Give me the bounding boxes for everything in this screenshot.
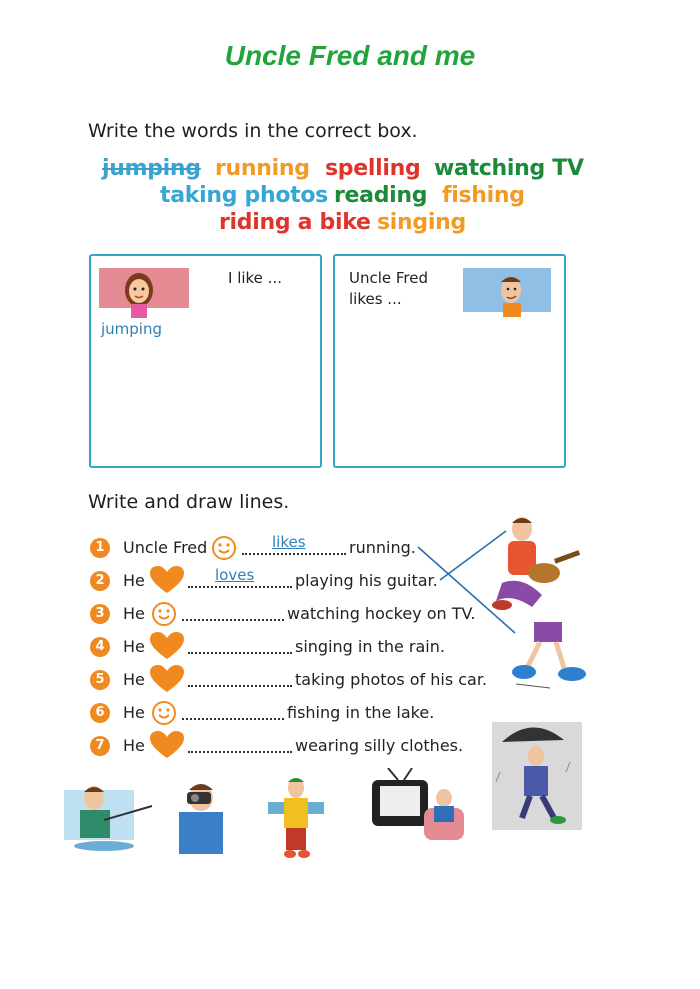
answer-blank[interactable] — [182, 718, 284, 720]
camera-picture[interactable] — [165, 778, 235, 858]
row-subject: He — [123, 571, 145, 590]
page-title: Uncle Fred and me — [224, 40, 476, 71]
row-number: 6 — [90, 703, 110, 723]
instruction-2: Write and draw lines. — [88, 491, 290, 513]
row-rest: taking photos of his car. — [295, 670, 488, 689]
word-running[interactable]: running — [215, 156, 310, 181]
box-right-label-line2: likes ... — [349, 290, 402, 308]
uncle-fred-icon — [463, 268, 551, 326]
smiley-icon — [151, 700, 177, 726]
singing-in-rain-picture[interactable] — [492, 722, 582, 830]
word-fishing[interactable]: fishing — [442, 183, 525, 208]
word-watching-tv[interactable]: watching TV — [434, 156, 584, 181]
smiley-icon — [211, 535, 237, 561]
row-subject: He — [123, 703, 145, 722]
row-number: 2 — [90, 571, 110, 591]
answer-blank[interactable] — [188, 586, 292, 588]
row-answer[interactable]: likes — [272, 533, 306, 551]
row-subject: He — [123, 604, 145, 623]
box-i-like[interactable] — [89, 254, 322, 468]
girl-portrait — [99, 268, 189, 308]
answer-blank[interactable] — [188, 751, 292, 753]
row-subject: Uncle Fred — [123, 538, 208, 557]
answer-blank[interactable] — [188, 652, 292, 654]
row-number: 1 — [90, 538, 110, 558]
uncle-portrait — [463, 268, 551, 312]
row-answer[interactable]: loves — [215, 566, 255, 584]
row-subject: He — [123, 736, 145, 755]
box-right-label-line1: Uncle Fred — [349, 269, 429, 287]
word-taking-photos[interactable]: taking photos — [160, 183, 328, 208]
row-rest: singing in the rain. — [295, 637, 445, 656]
heart-icon — [150, 632, 184, 660]
row-rest: running. — [349, 538, 416, 557]
tv-watching-picture[interactable] — [368, 768, 468, 848]
word-riding-a-bike[interactable]: riding a bike — [219, 210, 371, 235]
instruction-1: Write the words in the correct box. — [88, 120, 418, 142]
guitar-player-picture[interactable] — [482, 515, 582, 615]
answer-blank[interactable] — [242, 553, 346, 555]
girl-icon — [99, 268, 189, 328]
row-subject: He — [123, 670, 145, 689]
row-rest: fishing in the lake. — [287, 703, 435, 722]
smiley-icon — [151, 601, 177, 627]
row-number: 3 — [90, 604, 110, 624]
row-subject: He — [123, 637, 145, 656]
row-number: 7 — [90, 736, 110, 756]
silly-clothes-picture[interactable] — [264, 776, 328, 860]
word-jumping[interactable]: jumping — [102, 156, 201, 181]
row-rest: wearing silly clothes. — [295, 736, 464, 755]
row-rest: playing his guitar. — [295, 571, 438, 590]
word-spelling[interactable]: spelling — [325, 156, 421, 181]
heart-icon — [150, 566, 184, 594]
answer-blank[interactable] — [182, 619, 284, 621]
row-number: 5 — [90, 670, 110, 690]
running-picture[interactable] — [510, 622, 590, 694]
box-left-label: I like ... — [228, 269, 282, 287]
word-singing[interactable]: singing — [377, 210, 466, 235]
heart-icon — [150, 665, 184, 693]
box-uncle-fred-likes[interactable] — [333, 254, 566, 468]
row-number: 4 — [90, 637, 110, 657]
heart-icon — [150, 731, 184, 759]
answer-blank[interactable] — [188, 685, 292, 687]
fishing-picture[interactable] — [64, 770, 154, 854]
row-rest: watching hockey on TV. — [287, 604, 476, 623]
box-left-answer[interactable]: jumping — [101, 320, 163, 338]
word-reading[interactable]: reading — [334, 183, 428, 208]
